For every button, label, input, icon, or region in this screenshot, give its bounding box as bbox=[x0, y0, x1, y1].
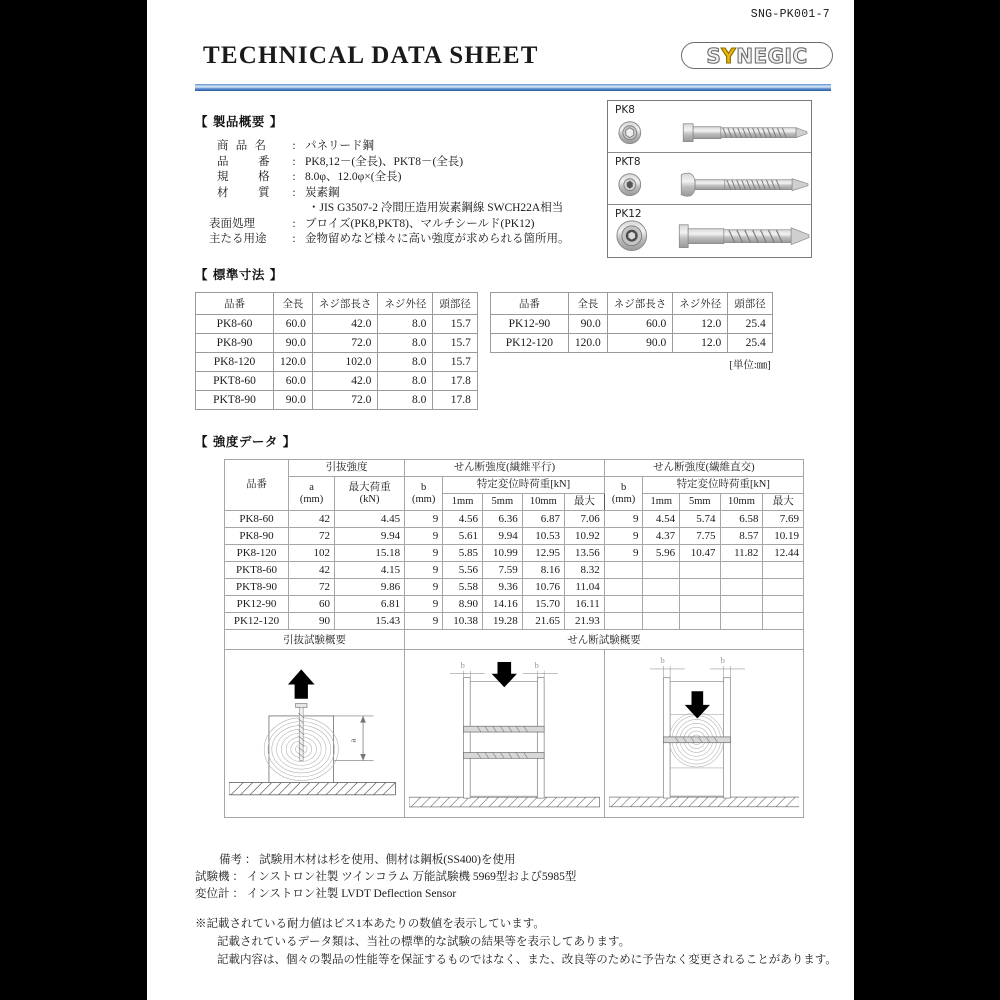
group-shear-parallel: せん断強度(繊維平行) bbox=[405, 460, 605, 477]
caption-shear-test: せん断試験概要 bbox=[405, 630, 804, 650]
cell-qmax bbox=[763, 579, 804, 596]
cell-a: 72 bbox=[289, 528, 335, 545]
strength-data-heading: 【 強度データ 】 bbox=[195, 434, 296, 449]
cell-q10: 11.82 bbox=[720, 545, 763, 562]
cell-thread-dia: 12.0 bbox=[673, 334, 728, 353]
spec-key: 材 質 bbox=[217, 186, 272, 199]
group-shear-perpendicular: せん断強度(繊維直交) bbox=[604, 460, 803, 477]
dimension-label-a: a bbox=[347, 738, 358, 743]
note-line-sensor: 変位計 ： インストロン社製 LVDT Deflection Sensor bbox=[195, 888, 457, 900]
spec-key: 規 格 bbox=[217, 171, 272, 183]
cell-model: PK8-90 bbox=[196, 334, 274, 353]
cell-p10: 15.70 bbox=[522, 596, 564, 613]
col-b-parallel bbox=[405, 477, 443, 511]
cell-thread-dia: 12.0 bbox=[673, 315, 728, 334]
spec-key: 商 品 名 bbox=[217, 140, 269, 152]
shear-parallel-diagram-svg bbox=[409, 652, 600, 815]
cell-b-perp bbox=[604, 579, 643, 596]
spec-key: 品 番 bbox=[217, 155, 272, 168]
strength-data-section bbox=[195, 432, 835, 818]
cell-pmax: 10.92 bbox=[564, 528, 604, 545]
col-max-load bbox=[335, 477, 405, 511]
cell-pmax: 16.11 bbox=[564, 596, 604, 613]
cell-a: 72 bbox=[289, 579, 335, 596]
document-number: SNG-PK001-7 bbox=[750, 8, 830, 21]
spec-value: 金物留めなど様々に高い強度が求められる箇所用。 bbox=[305, 233, 570, 245]
cell-b-parallel: 9 bbox=[405, 511, 443, 528]
cell-q5 bbox=[680, 613, 720, 630]
col-disp-10mm-p: 10mm bbox=[522, 494, 564, 511]
cell-thread-length: 42.0 bbox=[312, 315, 378, 334]
spec-colon: : bbox=[292, 140, 296, 152]
cell-b-parallel: 9 bbox=[405, 545, 443, 562]
spec-key: 表面処理 bbox=[209, 217, 255, 230]
cell-qmax: 7.69 bbox=[763, 511, 804, 528]
cell-head-dia: 15.7 bbox=[433, 334, 478, 353]
table-row bbox=[196, 315, 478, 334]
product-overview-section bbox=[195, 112, 595, 248]
table-row bbox=[196, 334, 478, 353]
cell-model: PK12-90 bbox=[225, 596, 289, 613]
standard-dimensions-heading: 【 標準寸法 】 bbox=[195, 267, 283, 282]
spec-value: PK8,12－(全長)、PKT8－(全長) bbox=[305, 155, 464, 168]
cell-length: 60.0 bbox=[274, 315, 313, 334]
cell-q1: 4.37 bbox=[643, 528, 680, 545]
table-row bbox=[196, 372, 478, 391]
cell-p1: 8.90 bbox=[443, 596, 483, 613]
cell-thread-dia: 8.0 bbox=[378, 372, 433, 391]
logo-text bbox=[706, 44, 807, 68]
spec-key bbox=[195, 201, 283, 217]
header-divider-rule bbox=[195, 84, 831, 91]
spec-value: パネリード鋼 bbox=[305, 140, 374, 152]
cell-model: PK12-120 bbox=[225, 613, 289, 630]
cell-p1: 5.85 bbox=[443, 545, 483, 562]
spec-colon: : bbox=[292, 217, 296, 230]
cell-b-perp: 9 bbox=[604, 511, 643, 528]
cell-length: 90.0 bbox=[274, 334, 313, 353]
shear-perpendicular-diagram-svg bbox=[609, 652, 799, 815]
cell-pmax: 21.93 bbox=[564, 613, 604, 630]
table-group-header-row bbox=[225, 460, 804, 477]
dimension-tables bbox=[195, 292, 835, 410]
cell-pmax: 8.32 bbox=[564, 562, 604, 579]
col-b-symbol: b bbox=[620, 481, 627, 493]
diagram-row bbox=[225, 650, 804, 818]
cell-b-parallel: 9 bbox=[405, 562, 443, 579]
spec-colon: : bbox=[292, 155, 296, 168]
col-model: 品番 bbox=[196, 293, 274, 315]
cell-q10 bbox=[720, 562, 763, 579]
cell-p1: 10.38 bbox=[443, 613, 483, 630]
diagram-shear-parallel-cell bbox=[405, 650, 605, 818]
cell-pmax: 7.06 bbox=[564, 511, 604, 528]
spec-row bbox=[195, 155, 595, 171]
cell-p5: 9.94 bbox=[482, 528, 522, 545]
cell-max-load: 9.86 bbox=[335, 579, 405, 596]
cell-model: PK12-90 bbox=[490, 315, 568, 334]
cell-p10: 21.65 bbox=[522, 613, 564, 630]
cell-model: PKT8-60 bbox=[196, 372, 274, 391]
col-b-perpendicular bbox=[604, 477, 643, 511]
cell-head-dia: 15.7 bbox=[433, 315, 478, 334]
cell-model: PKT8-90 bbox=[225, 579, 289, 596]
shear-perpendicular-test-diagram bbox=[609, 652, 799, 815]
cell-q10: 8.57 bbox=[720, 528, 763, 545]
product-image-pkt8 bbox=[608, 153, 811, 205]
product-image-panel bbox=[607, 100, 812, 258]
table-header-row bbox=[196, 293, 478, 315]
page-title: TECHNICAL DATA SHEET bbox=[203, 42, 539, 69]
cell-qmax bbox=[763, 596, 804, 613]
cell-model: PK8-60 bbox=[225, 511, 289, 528]
spec-row bbox=[195, 186, 595, 202]
table-row bbox=[196, 353, 478, 372]
product-image-pk8 bbox=[608, 101, 811, 153]
cell-q5 bbox=[680, 562, 720, 579]
cell-head-dia: 15.7 bbox=[433, 353, 478, 372]
dimension-table-left-wrap bbox=[195, 292, 478, 410]
spec-row-material-standard bbox=[195, 201, 595, 217]
pkt8-screw-icon bbox=[608, 153, 811, 204]
cell-b-parallel: 9 bbox=[405, 579, 443, 596]
cell-q1: 5.96 bbox=[643, 545, 680, 562]
product-image-label: PK8 bbox=[615, 104, 635, 116]
spec-colon: : bbox=[292, 171, 296, 183]
spec-colon bbox=[283, 201, 305, 217]
cell-model: PK8-60 bbox=[196, 315, 274, 334]
dimension-label-b: b bbox=[720, 655, 725, 666]
disclaimer-line-3: 記載内容は、個々の製品の性能等を保証するものではなく、また、改良等のために予告なく変更されることがあります。 bbox=[217, 954, 837, 966]
cell-p1: 4.56 bbox=[443, 511, 483, 528]
dimension-label-b: b bbox=[534, 659, 539, 670]
table-row bbox=[225, 613, 804, 630]
table-row bbox=[225, 596, 804, 613]
cell-thread-length: 102.0 bbox=[312, 353, 378, 372]
cell-thread-dia: 8.0 bbox=[378, 334, 433, 353]
cell-q10 bbox=[720, 613, 763, 630]
diagram-shear-perpendicular-cell bbox=[604, 650, 803, 818]
col-thread-dia: ネジ外径 bbox=[378, 293, 433, 315]
cell-length: 60.0 bbox=[274, 372, 313, 391]
cell-max-load: 15.43 bbox=[335, 613, 405, 630]
spec-row bbox=[195, 232, 595, 248]
pk8-screw-icon bbox=[608, 101, 811, 152]
cell-a: 90 bbox=[289, 613, 335, 630]
col-b-unit: (mm) bbox=[412, 493, 436, 505]
disclaimer-notes bbox=[195, 915, 855, 969]
technical-data-sheet-page bbox=[147, 0, 854, 1000]
cell-q1 bbox=[643, 596, 680, 613]
cell-q10 bbox=[720, 579, 763, 596]
diagram-pullout-cell bbox=[225, 650, 405, 818]
cell-q5: 7.75 bbox=[680, 528, 720, 545]
cell-thread-length: 60.0 bbox=[607, 315, 673, 334]
cell-pmax: 11.04 bbox=[564, 579, 604, 596]
cell-p5: 19.28 bbox=[482, 613, 522, 630]
col-b-symbol: b bbox=[421, 481, 427, 493]
cell-a: 60 bbox=[289, 596, 335, 613]
pk12-screw-icon bbox=[608, 205, 811, 256]
cell-p1: 5.61 bbox=[443, 528, 483, 545]
cell-length: 90.0 bbox=[274, 391, 313, 410]
cell-qmax: 12.44 bbox=[763, 545, 804, 562]
cell-model: PK12-120 bbox=[490, 334, 568, 353]
col-thread-dia: ネジ外径 bbox=[673, 293, 728, 315]
cell-p5: 6.36 bbox=[482, 511, 522, 528]
cell-b-parallel: 9 bbox=[405, 528, 443, 545]
disclaimer-line-1: ※記載されている耐力値はビス1本あたりの数値を表示しています。 bbox=[195, 918, 545, 930]
cell-qmax bbox=[763, 562, 804, 579]
product-image-pk12 bbox=[608, 205, 811, 257]
cell-thread-length: 72.0 bbox=[312, 391, 378, 410]
cell-p1: 5.58 bbox=[443, 579, 483, 596]
logo-screw-y-icon: Y bbox=[721, 43, 737, 68]
cell-thread-dia: 8.0 bbox=[378, 353, 433, 372]
cell-max-load: 9.94 bbox=[335, 528, 405, 545]
logo-text-part1: S bbox=[706, 43, 722, 68]
table-row bbox=[225, 528, 804, 545]
spec-colon: : bbox=[292, 233, 296, 245]
cell-b-perp: 9 bbox=[604, 528, 643, 545]
cell-p5: 10.99 bbox=[482, 545, 522, 562]
cell-p5: 7.59 bbox=[482, 562, 522, 579]
cell-model: PK8-90 bbox=[225, 528, 289, 545]
cell-length: 120.0 bbox=[274, 353, 313, 372]
diagram-caption-row bbox=[225, 630, 804, 650]
table-row bbox=[225, 579, 804, 596]
cell-length: 120.0 bbox=[568, 334, 607, 353]
table-row bbox=[490, 315, 772, 334]
cell-p1: 5.56 bbox=[443, 562, 483, 579]
col-disp-1mm-q: 1mm bbox=[643, 494, 680, 511]
dimension-label-b: b bbox=[460, 659, 466, 670]
logo-text-part2: NEGIC bbox=[736, 43, 808, 68]
unit-note: [単位:㎜] bbox=[729, 360, 771, 371]
note-line-remarks: 備考 ： 試験用木材は杉を使用、側材は鋼板(SS400)を使用 bbox=[219, 854, 516, 866]
cell-b-perp: 9 bbox=[604, 545, 643, 562]
cell-q1: 4.54 bbox=[643, 511, 680, 528]
note-line-machine: 試験機 ： インストロン社製 ツインコラム 万能試験機 5969型および5985型 bbox=[195, 871, 577, 883]
cell-b-perp bbox=[604, 562, 643, 579]
spec-key: 主たる用途 bbox=[209, 233, 267, 245]
cell-max-load: 4.45 bbox=[335, 511, 405, 528]
spec-colon: : bbox=[292, 186, 296, 199]
cell-thread-dia: 8.0 bbox=[378, 315, 433, 334]
product-overview-rows bbox=[195, 139, 595, 248]
cell-q5: 5.74 bbox=[680, 511, 720, 528]
cell-q5: 10.47 bbox=[680, 545, 720, 562]
table-row bbox=[196, 391, 478, 410]
spec-value: 炭素鋼 bbox=[305, 186, 340, 199]
cell-q1 bbox=[643, 579, 680, 596]
table-sub-header-row bbox=[225, 477, 804, 494]
pullout-diagram-svg bbox=[229, 652, 400, 815]
cell-head-dia: 25.4 bbox=[728, 334, 773, 353]
cell-length: 90.0 bbox=[568, 315, 607, 334]
spec-value: ・JIS G3507-2 冷間圧造用炭素鋼線 SWCH22A相当 bbox=[308, 202, 564, 214]
cell-max-load: 6.81 bbox=[335, 596, 405, 613]
cell-qmax bbox=[763, 613, 804, 630]
cell-model: PK8-120 bbox=[196, 353, 274, 372]
col-b-unit: (mm) bbox=[611, 493, 636, 505]
strength-data-table bbox=[224, 459, 804, 818]
col-head-dia: 頭部径 bbox=[433, 293, 478, 315]
dimension-table-right-wrap bbox=[490, 292, 773, 410]
cell-q5 bbox=[680, 596, 720, 613]
table-row bbox=[225, 562, 804, 579]
spec-value: 8.0φ、12.0φ×(全長) bbox=[305, 171, 402, 183]
standard-dimensions-section bbox=[195, 265, 835, 410]
cell-thread-length: 90.0 bbox=[607, 334, 673, 353]
table-row bbox=[225, 511, 804, 528]
col-model: 品番 bbox=[225, 460, 289, 511]
product-image-label: PKT8 bbox=[615, 155, 641, 168]
cell-head-dia: 25.4 bbox=[728, 315, 773, 334]
cell-thread-length: 42.0 bbox=[312, 372, 378, 391]
disclaimer-line-2: 記載されているデータ類は、当社の標準的な試験の結果等を表示してあります。 bbox=[217, 936, 631, 948]
col-thread-length: ネジ部長さ bbox=[312, 293, 378, 315]
product-overview-heading: 【 製品概要 】 bbox=[195, 114, 283, 129]
cell-a: 102 bbox=[289, 545, 335, 562]
cell-p10: 8.16 bbox=[522, 562, 564, 579]
col-disp-load-parallel: 特定変位時荷重[kN] bbox=[443, 477, 605, 494]
col-max-load-unit: (kN) bbox=[359, 493, 380, 505]
col-a bbox=[289, 477, 335, 511]
product-image-label: PK12 bbox=[615, 207, 642, 220]
table-row bbox=[225, 545, 804, 562]
cell-b-parallel: 9 bbox=[405, 596, 443, 613]
cell-p10: 10.76 bbox=[522, 579, 564, 596]
cell-b-perp bbox=[604, 596, 643, 613]
cell-p10: 10.53 bbox=[522, 528, 564, 545]
cell-q5 bbox=[680, 579, 720, 596]
strength-table-wrap bbox=[195, 459, 835, 818]
cell-b-perp bbox=[604, 613, 643, 630]
cell-pmax: 13.56 bbox=[564, 545, 604, 562]
dimension-table-pk12 bbox=[490, 292, 773, 353]
spec-row bbox=[195, 217, 595, 233]
page-header bbox=[147, 0, 854, 92]
test-notes bbox=[195, 852, 835, 903]
cell-a: 42 bbox=[289, 511, 335, 528]
cell-max-load: 4.15 bbox=[335, 562, 405, 579]
pullout-test-diagram bbox=[229, 652, 400, 815]
col-disp-max-q: 最大 bbox=[763, 494, 804, 511]
col-disp-10mm-q: 10mm bbox=[720, 494, 763, 511]
col-length: 全長 bbox=[568, 293, 607, 315]
cell-p10: 12.95 bbox=[522, 545, 564, 562]
cell-q10 bbox=[720, 596, 763, 613]
col-disp-max-p: 最大 bbox=[564, 494, 604, 511]
cell-p5: 9.36 bbox=[482, 579, 522, 596]
cell-head-dia: 17.8 bbox=[433, 391, 478, 410]
cell-head-dia: 17.8 bbox=[433, 372, 478, 391]
dimension-table-pk8 bbox=[195, 292, 478, 410]
table-header-row bbox=[490, 293, 772, 315]
cell-model: PKT8-60 bbox=[225, 562, 289, 579]
cell-b-parallel: 9 bbox=[405, 613, 443, 630]
col-model: 品番 bbox=[490, 293, 568, 315]
spec-row bbox=[195, 139, 595, 155]
cell-p5: 14.16 bbox=[482, 596, 522, 613]
col-length: 全長 bbox=[274, 293, 313, 315]
shear-parallel-test-diagram bbox=[409, 652, 600, 815]
col-disp-1mm-p: 1mm bbox=[443, 494, 483, 511]
col-disp-5mm-q: 5mm bbox=[680, 494, 720, 511]
cell-p10: 6.87 bbox=[522, 511, 564, 528]
cell-qmax: 10.19 bbox=[763, 528, 804, 545]
col-disp-5mm-p: 5mm bbox=[482, 494, 522, 511]
dimension-label-b: b bbox=[660, 655, 665, 666]
col-head-dia: 頭部径 bbox=[728, 293, 773, 315]
col-a-unit: (mm) bbox=[299, 493, 324, 505]
synegic-logo bbox=[681, 42, 833, 69]
spec-row bbox=[195, 170, 595, 186]
cell-model: PK8-120 bbox=[225, 545, 289, 562]
cell-thread-length: 72.0 bbox=[312, 334, 378, 353]
col-max-load-label: 最大荷重 bbox=[348, 481, 391, 493]
cell-a: 42 bbox=[289, 562, 335, 579]
col-a-symbol: a bbox=[309, 481, 314, 493]
cell-q1 bbox=[643, 613, 680, 630]
group-pullout-strength: 引抜強度 bbox=[289, 460, 405, 477]
caption-pullout-test: 引抜試験概要 bbox=[225, 630, 405, 650]
cell-max-load: 15.18 bbox=[335, 545, 405, 562]
cell-q1 bbox=[643, 562, 680, 579]
cell-q10: 6.58 bbox=[720, 511, 763, 528]
cell-model: PKT8-90 bbox=[196, 391, 274, 410]
spec-value: ブロイズ(PK8,PKT8)、マルチシールド(PK12) bbox=[305, 217, 535, 230]
table-row bbox=[490, 334, 772, 353]
col-disp-load-perpendicular: 特定変位時荷重[kN] bbox=[643, 477, 804, 494]
col-thread-length: ネジ部長さ bbox=[607, 293, 673, 315]
cell-thread-dia: 8.0 bbox=[378, 391, 433, 410]
